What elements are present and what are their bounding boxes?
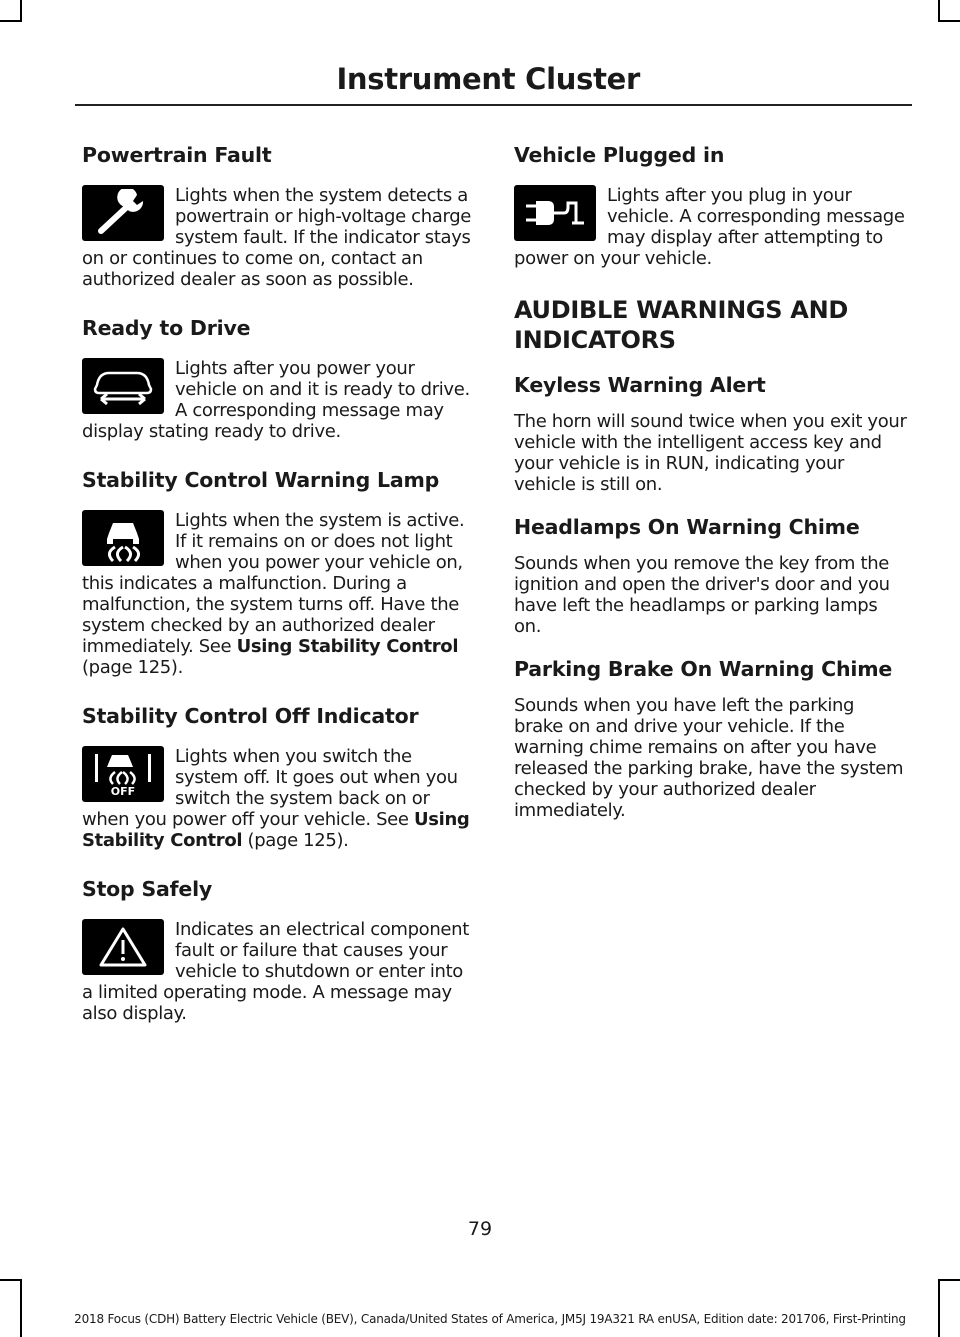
crop-mark — [20, 1279, 22, 1337]
section-heading: Keyless Warning Alert — [514, 373, 766, 397]
section-heading: Stability Control Warning Lamp — [82, 468, 440, 492]
section-heading: Powertrain Fault — [82, 143, 272, 167]
section-body: Lights after you power your vehicle on and it is ready to drive. A corresponding message may display stating ready to drive. — [82, 358, 470, 442]
section-heading: Stop Safely — [82, 877, 213, 901]
section-body: Sounds when you have left the parking brake on and drive your vehicle. If the warning chime remains on after you have released the parking brake, have the system checked by your authorized dealer immediately. — [514, 695, 904, 821]
stability-control-off-icon — [82, 746, 164, 802]
audible-warnings-heading: AUDIBLE WARNINGS AND INDICATORS — [514, 296, 848, 354]
crop-mark — [0, 1279, 22, 1281]
wrench-icon — [82, 185, 164, 241]
header-divider — [75, 104, 912, 106]
section-body: Indicates an electrical component fault or failure that causes your vehicle to shutdown or enter into a limited operating mode. A message may also display. — [82, 919, 469, 1024]
footer-edition-info: 2018 Focus (CDH) Battery Electric Vehicle (BEV), Canada/United States of America, JM5J 19A321 RA enUSA, Edition date: 201706, First-Printing — [74, 1312, 906, 1326]
page-number: 79 — [467, 1218, 493, 1240]
page-title: Instrument Cluster — [336, 62, 640, 96]
stability-control-off-section — [82, 704, 474, 851]
section-body: Lights when the system is active. If it remains on or does not light when you power your vehicle on, this indicates a malfunction. During a malfunction, the system turns off. Have the system checked by an authorized dealer immediately. See Using Stability Control (page 125). — [82, 510, 465, 678]
cross-reference-link[interactable]: Using Stability Control — [236, 636, 459, 657]
stop-safely-section — [82, 877, 474, 1024]
keyless-warning-section — [514, 373, 908, 495]
crop-mark — [20, 0, 22, 22]
right-column — [514, 143, 908, 841]
section-body: Lights when the system detects a powertrain or high-voltage charge system fault. If the indicator stays on or continues to come on, contact an authorized dealer as soon as possible. — [82, 185, 471, 290]
crop-mark — [0, 20, 22, 22]
section-heading: Ready to Drive — [82, 316, 251, 340]
section-body: The horn will sound twice when you exit your vehicle with the intelligent access key and your vehicle is in RUN, indicating your vehicle is still on. — [514, 411, 907, 495]
ready-to-drive-car-icon — [82, 358, 164, 414]
headlamps-chime-section — [514, 515, 908, 637]
parking-brake-chime-section — [514, 657, 908, 821]
warning-triangle-icon — [82, 919, 164, 975]
section-heading: Vehicle Plugged in — [514, 143, 725, 167]
stability-control-icon — [82, 510, 164, 566]
section-body: Sounds when you remove the key from the ignition and open the driver's door and you have left the headlamps or parking lamps on. — [514, 553, 890, 637]
crop-mark — [938, 1279, 960, 1281]
section-heading: Headlamps On Warning Chime — [514, 515, 860, 539]
ready-to-drive-section — [82, 316, 474, 442]
section-heading: Stability Control Off Indicator — [82, 704, 419, 728]
crop-mark — [938, 1279, 940, 1337]
vehicle-plugged-in-section — [514, 143, 908, 269]
powertrain-fault-section — [82, 143, 474, 290]
cross-reference-link[interactable]: Using Stability Control — [82, 809, 470, 851]
section-body: Lights after you plug in your vehicle. A corresponding message may display after attempting to power on your vehicle. — [514, 185, 905, 269]
off-label: OFF — [110, 785, 136, 798]
crop-mark — [938, 20, 960, 22]
crop-mark — [938, 0, 940, 22]
section-body: Lights when you switch the system off. It goes out when you switch the system back on or when you power off your vehicle. See Using Stability Control (page 125). — [82, 746, 470, 851]
plug-icon — [514, 185, 596, 241]
left-column — [82, 143, 474, 1050]
stability-control-lamp-section — [82, 468, 474, 678]
section-heading: Parking Brake On Warning Chime — [514, 657, 893, 681]
